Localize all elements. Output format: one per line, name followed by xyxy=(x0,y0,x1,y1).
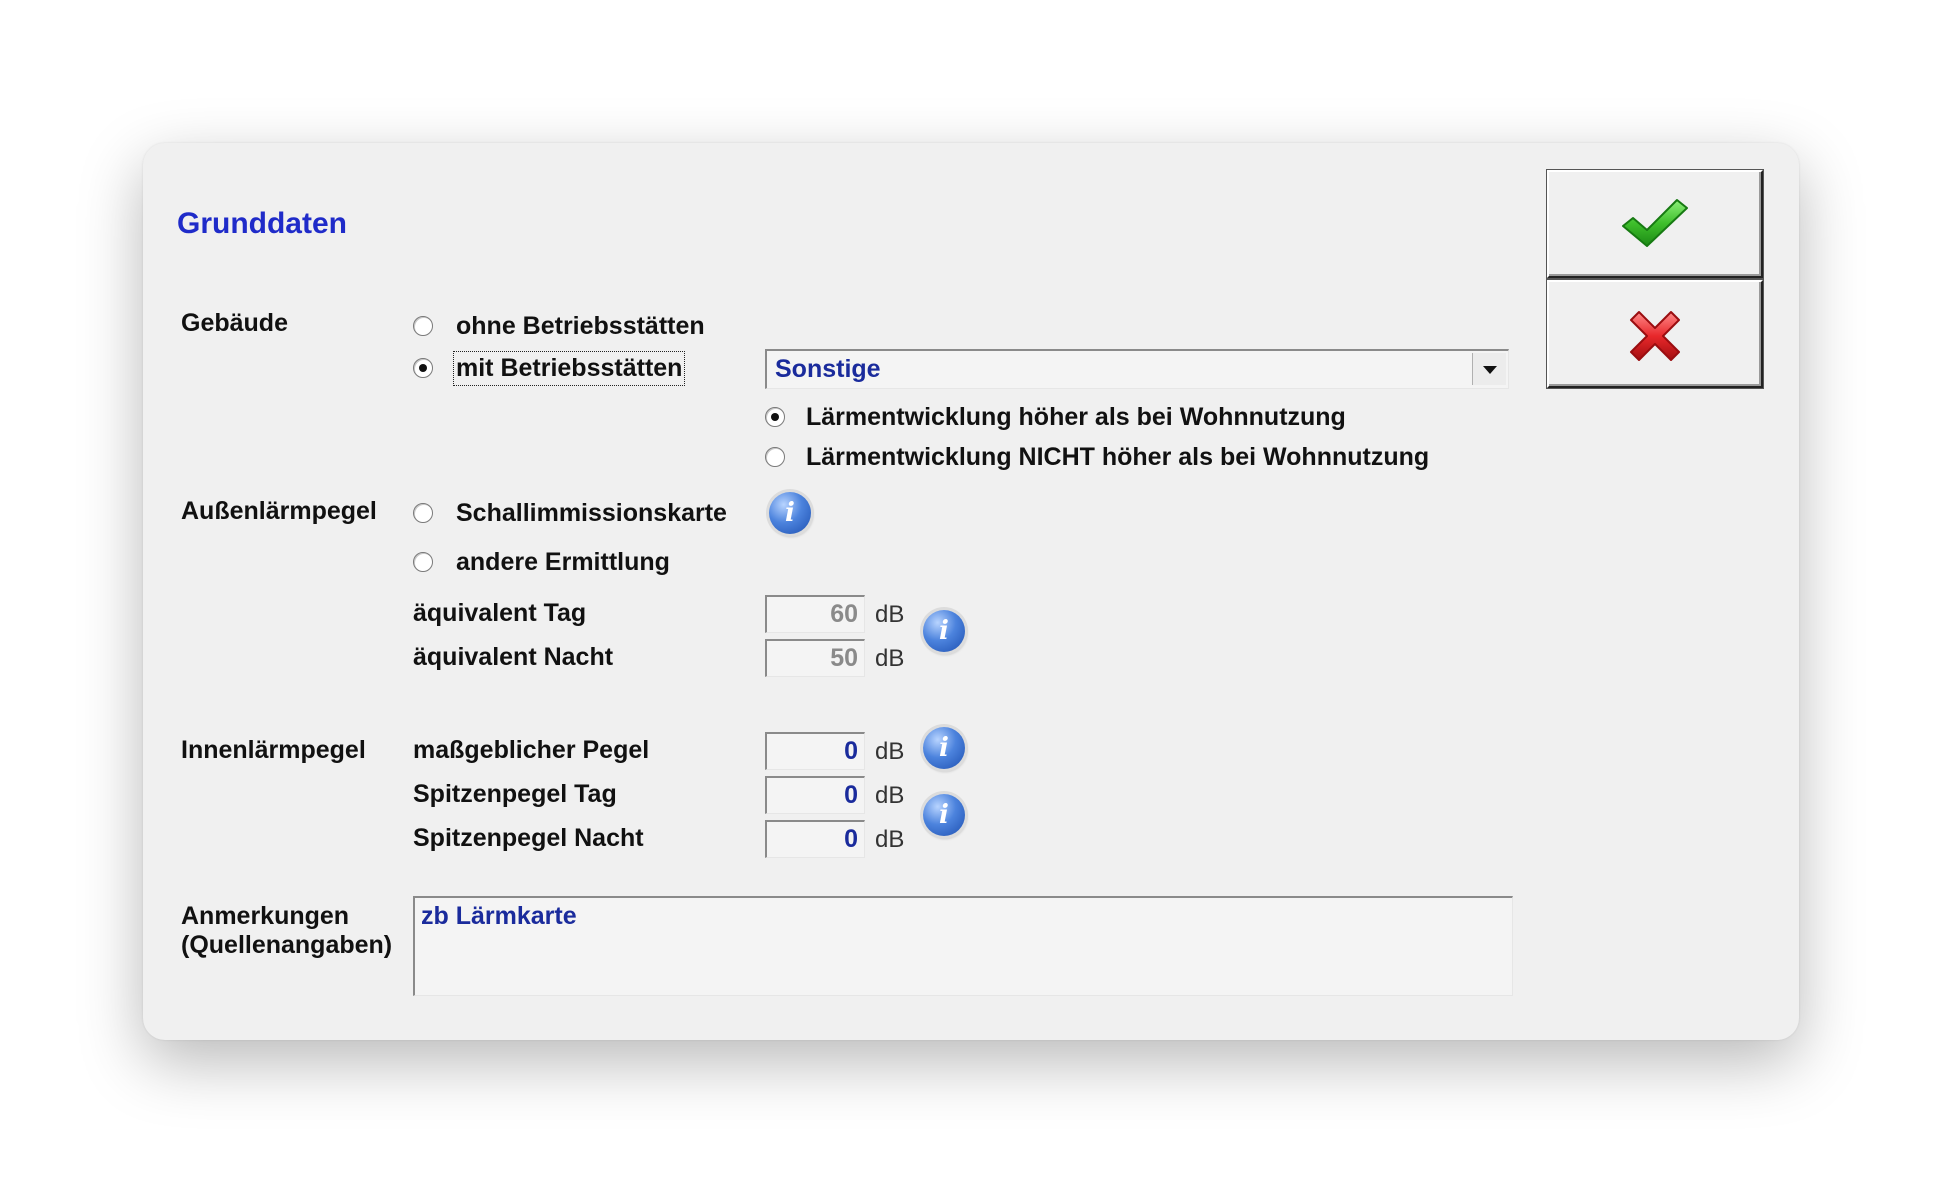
db-unit-label: dB xyxy=(875,826,905,853)
db-unit-label: dB xyxy=(875,782,905,809)
radio-andere-ermittlung-label[interactable]: andere Ermittlung xyxy=(456,548,670,576)
spitzenpegel-nacht-label: Spitzenpegel Nacht xyxy=(413,824,644,852)
close-icon xyxy=(1625,306,1685,366)
grunddaten-dialog xyxy=(143,143,1799,1040)
aussenlaermpegel-label: Außenlärmpegel xyxy=(181,497,377,525)
massgeblicher-pegel-field[interactable]: 0 xyxy=(765,732,865,770)
radio-laerm-nicht-hoeher[interactable] xyxy=(765,447,785,467)
gebaeude-label: Gebäude xyxy=(181,309,288,337)
radio-laerm-nicht-hoeher-label[interactable]: Lärmentwicklung NICHT höher als bei Wohnnutzung xyxy=(806,443,1430,471)
db-unit-label: dB xyxy=(875,645,905,672)
anmerkungen-textarea[interactable]: zb Lärmkarte xyxy=(413,896,1513,996)
info-icon[interactable]: i xyxy=(923,727,965,769)
checkmark-icon xyxy=(1619,196,1691,252)
radio-schallimmissionskarte-label[interactable]: Schallimmissionskarte xyxy=(456,499,727,527)
info-icon[interactable]: i xyxy=(769,492,811,534)
massgeblicher-pegel-label: maßgeblicher Pegel xyxy=(413,736,650,764)
radio-laerm-hoeher[interactable] xyxy=(765,407,785,427)
radio-laerm-hoeher-label[interactable]: Lärmentwicklung höher als bei Wohnnutzung xyxy=(806,403,1346,431)
aequivalent-tag-label: äquivalent Tag xyxy=(413,599,587,627)
chevron-down-icon[interactable] xyxy=(1472,353,1506,385)
radio-mit-betriebsstaetten[interactable] xyxy=(413,358,433,378)
spitzenpegel-tag-field[interactable]: 0 xyxy=(765,776,865,814)
ok-button[interactable] xyxy=(1547,170,1763,278)
dialog-title: Grunddaten xyxy=(177,207,347,240)
anmerkungen-label: Anmerkungen xyxy=(181,902,350,930)
radio-selected-dot xyxy=(419,364,427,372)
radio-andere-ermittlung[interactable] xyxy=(413,552,433,572)
radio-ohne-betriebsstaetten[interactable] xyxy=(413,316,433,336)
db-unit-label: dB xyxy=(875,738,905,765)
radio-ohne-betriebsstaetten-label[interactable]: ohne Betriebsstätten xyxy=(456,312,705,340)
info-icon[interactable]: i xyxy=(923,794,965,836)
db-unit-label: dB xyxy=(875,601,905,628)
aequivalent-nacht-label: äquivalent Nacht xyxy=(413,643,614,671)
innenlaermpegel-label: Innenlärmpegel xyxy=(181,736,366,764)
cancel-button[interactable] xyxy=(1547,280,1763,388)
spitzenpegel-tag-label: Spitzenpegel Tag xyxy=(413,780,617,808)
radio-mit-betriebsstaetten-label[interactable]: mit Betriebsstätten xyxy=(456,354,683,382)
betriebsart-combobox-value: Sonstige xyxy=(775,355,881,383)
quellenangaben-label: (Quellenangaben) xyxy=(181,931,393,959)
radio-selected-dot xyxy=(771,413,779,421)
aequivalent-nacht-field[interactable]: 50 xyxy=(765,639,865,677)
betriebsart-combobox[interactable] xyxy=(765,349,1509,389)
radio-schallimmissionskarte[interactable] xyxy=(413,503,433,523)
info-icon[interactable]: i xyxy=(923,610,965,652)
aequivalent-tag-field[interactable]: 60 xyxy=(765,595,865,633)
spitzenpegel-nacht-field[interactable]: 0 xyxy=(765,820,865,858)
